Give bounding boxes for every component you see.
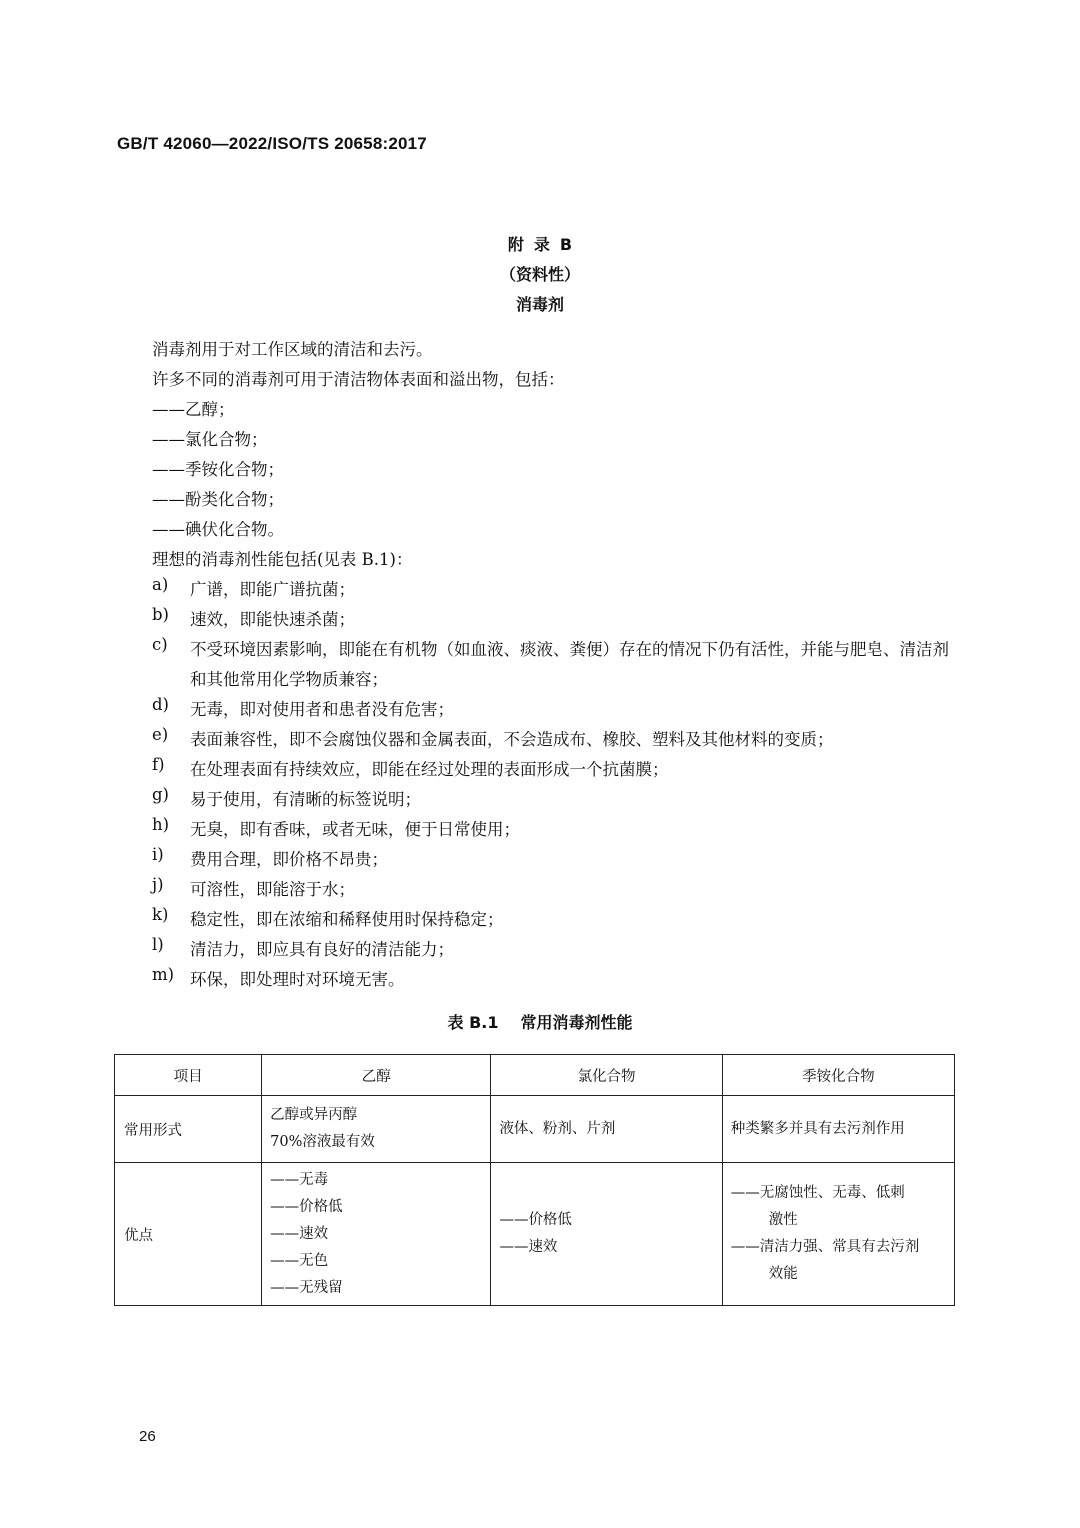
property-label: a) — [152, 575, 169, 594]
property-text: 易于使用，有清晰的标签说明； — [190, 790, 421, 809]
table-row — [115, 1096, 955, 1163]
property-text: 无臭，即有香味，或者无味，便于日常使用； — [190, 820, 520, 839]
property-item — [152, 815, 957, 845]
table-cell — [722, 1163, 954, 1306]
property-text: 速效，即能快速杀菌； — [190, 610, 355, 629]
page-number: 26 — [139, 1428, 156, 1445]
property-text: 广谱，即能广谱抗菌； — [190, 580, 355, 599]
property-label: f) — [152, 755, 165, 774]
property-item — [152, 845, 957, 875]
property-label: l) — [152, 935, 164, 954]
cell-line: ——无毒 — [270, 1171, 329, 1188]
table-row — [115, 1163, 955, 1306]
property-label: g) — [152, 785, 169, 804]
property-text: 不受环境因素影响，即能在有机物（如血液、痰液、粪便）存在的情况下仍有活性，并能与肥皂、清洁剂和其他常用化学物质兼容； — [190, 640, 949, 689]
table-cell — [722, 1096, 954, 1163]
property-label: b) — [152, 605, 169, 624]
property-item — [152, 875, 957, 905]
property-label: i) — [152, 845, 164, 864]
table-caption — [0, 1010, 1080, 1033]
cell-line: ——无残留 — [270, 1279, 343, 1296]
row-label: 优点 — [115, 1163, 262, 1306]
disinfectant-list-item: ——乙醇； — [152, 400, 235, 419]
cell-line: ——价格低 — [499, 1212, 572, 1228]
property-item — [152, 605, 957, 635]
property-item — [152, 725, 957, 755]
table-caption-title: 常用消毒剂性能 — [520, 1013, 633, 1032]
property-text: 环保，即处理时对环境无害。 — [190, 970, 405, 989]
table-header-cell: 氯化合物 — [491, 1055, 722, 1096]
property-text: 在处理表面有持续效应，即能在经过处理的表面形成一个抗菌膜； — [190, 760, 669, 779]
table-header-cell: 乙醇 — [262, 1055, 491, 1096]
table-cell — [491, 1096, 722, 1163]
property-text: 可溶性，即能溶于水； — [190, 880, 355, 899]
appendix-label: 附录B — [507, 235, 583, 254]
disinfectant-properties-table — [114, 1054, 955, 1306]
property-text: 无毒，即对使用者和患者没有危害； — [190, 700, 454, 719]
ideal-properties-intro: 理想的消毒剂性能包括(见表 B.1)： — [152, 550, 413, 569]
property-label: m) — [152, 965, 175, 984]
property-item — [152, 695, 957, 725]
property-item — [152, 575, 957, 605]
disinfectant-list-item: ——酚类化合物； — [152, 490, 284, 509]
appendix-title: 消毒剂 — [515, 295, 564, 314]
property-item — [152, 965, 957, 995]
property-text: 费用合理，即价格不昂贵； — [190, 850, 388, 869]
table-cell — [262, 1096, 491, 1163]
table-header-cell: 项目 — [115, 1055, 262, 1096]
body-text — [152, 335, 957, 995]
property-item — [152, 785, 957, 815]
property-label: c) — [152, 635, 168, 654]
table-caption-number: 表 B.1 — [447, 1013, 499, 1032]
appendix-title-block — [0, 230, 1080, 320]
standard-code: GB/T 42060—2022/ISO/TS 20658:2017 — [117, 134, 427, 153]
property-item — [152, 755, 957, 785]
property-label: k) — [152, 905, 169, 924]
cell-line: 激性 — [768, 1212, 798, 1228]
intro-paragraph: 许多不同的消毒剂可用于清洁物体表面和溢出物，包括： — [152, 370, 565, 389]
table-header-row — [115, 1055, 955, 1096]
property-item — [152, 635, 957, 695]
row-label: 常用形式 — [115, 1096, 262, 1163]
cell-line: 70%溶液最有效 — [270, 1134, 375, 1150]
property-label: j) — [152, 875, 164, 894]
cell-line: ——无腐蚀性、无毒、低刺 — [730, 1185, 905, 1201]
table-header-cell: 季铵化合物 — [722, 1055, 954, 1096]
property-item — [152, 935, 957, 965]
cell-line: ——价格低 — [270, 1198, 343, 1215]
cell-line: 种类繁多并具有去污剂作用 — [730, 1120, 905, 1137]
disinfectant-list-item: ——碘伏化合物。 — [152, 520, 284, 539]
cell-line: 液体、粉剂、片剂 — [499, 1120, 616, 1137]
cell-line: ——无色 — [270, 1252, 329, 1269]
cell-line: ——速效 — [499, 1239, 558, 1255]
disinfectant-list-item: ——季铵化合物； — [152, 460, 284, 479]
cell-line: 乙醇或异丙醇 — [270, 1107, 358, 1123]
table-cell — [262, 1163, 491, 1306]
property-text: 表面兼容性，即不会腐蚀仪器和金属表面，不会造成布、橡胶、塑料及其他材料的变质； — [190, 730, 834, 749]
cell-line: ——速效 — [270, 1225, 329, 1242]
property-text: 清洁力，即应具有良好的清洁能力； — [190, 940, 454, 959]
appendix-type: （资料性） — [499, 265, 580, 284]
property-text: 稳定性，即在浓缩和稀释使用时保持稳定； — [190, 910, 504, 929]
property-label: e) — [152, 725, 169, 744]
cell-line: 效能 — [768, 1266, 798, 1282]
table-cell — [491, 1163, 722, 1306]
cell-line: ——清洁力强、常具有去污剂 — [730, 1239, 920, 1255]
disinfectant-list-item: ——氯化合物； — [152, 430, 268, 449]
intro-paragraph: 消毒剂用于对工作区域的清洁和去污。 — [152, 340, 433, 359]
property-item — [152, 905, 957, 935]
property-label: h) — [152, 815, 170, 834]
property-label: d) — [152, 695, 169, 714]
